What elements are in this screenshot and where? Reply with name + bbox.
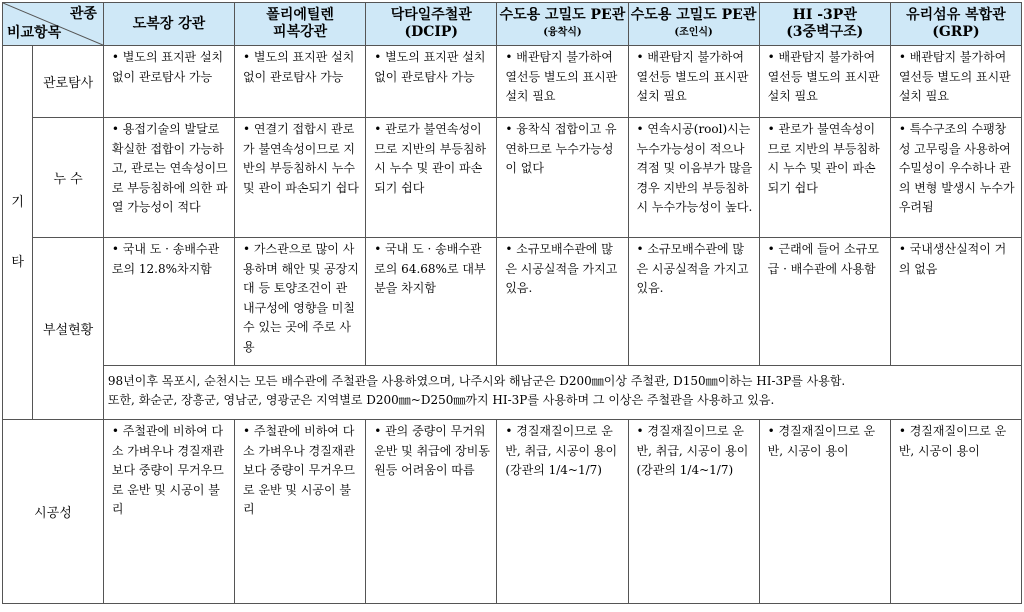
corner-label-comparison-item: 비교항목 — [7, 25, 62, 41]
table-cell: • 경질재질이므로 운반, 시공이 용이 — [890, 420, 1021, 604]
corner-label-pipe-type: 관종 — [69, 6, 97, 22]
installation-note — [103, 366, 1021, 420]
row-label-pipe-detection: 관로탐사 — [33, 46, 104, 118]
table-cell: • 경질재질이므로 운반, 시공이 용이 — [759, 420, 890, 604]
column-header-line2: 피복강관 — [273, 24, 328, 40]
column-header-line2: (융착식) — [543, 27, 582, 38]
table-cell: • 국내 도 · 송배수관로의 12.8%차지함 — [103, 238, 234, 366]
table-cell: • 배관탐지 불가하여 열선등 별도의 표시판 설치 필요 — [497, 46, 628, 118]
column-header-pe-joint — [628, 3, 759, 46]
column-header-pe-fusion — [497, 3, 628, 46]
table-row-installation-status — [3, 238, 1022, 366]
column-header-line1: 폴리에틸렌 — [266, 7, 334, 23]
group-label-etc: 기 타 — [3, 46, 33, 420]
table-cell: • 관로가 불연속성이므로 지반의 부등침하시 누수 및 관이 파손되기 쉽다 — [759, 118, 890, 238]
row-label-installation-status: 부설현황 — [33, 238, 104, 420]
table-cell: • 배관탐지 불가하여 열선등 별도의 표시판 설치 필요 — [628, 46, 759, 118]
column-header-line2: (조인식) — [674, 27, 713, 38]
table-cell: • 근래에 들어 소규모 급 · 배수관에 사용함 — [759, 238, 890, 366]
table-row-workability — [3, 420, 1022, 604]
table-cell: • 관로가 불연속성이므로 지반의 부등침하시 누수 및 관이 파손되기 쉽다 — [366, 118, 497, 238]
column-header-grp — [890, 3, 1021, 46]
column-header-pe-coated-steel — [235, 3, 366, 46]
column-header-line1: HI -3P관 — [792, 7, 857, 23]
table-cell: • 소규모배수관에 많은 시공실적을 가지고있음. — [497, 238, 628, 366]
table-cell: • 소규모배수관에 많은 시공실적을 가지고있음. — [628, 238, 759, 366]
column-header-line2: (3중벽구조) — [786, 24, 864, 40]
table-cell: • 별도의 표지판 설치없이 관로탐사 가능 — [235, 46, 366, 118]
column-header-line1: 유리섬유 복합관 — [906, 7, 1006, 23]
header-row — [3, 3, 1022, 46]
table-cell: • 경질재질이므로 운반, 취급, 시공이 용이 (강관의 1/4~1/7) — [497, 420, 628, 604]
table-cell: • 연속시공(rool)시는 누수가능성이 적으나 격점 및 이음부가 많을 경우 지반의 부등침하시 누수가능성이 높다. — [628, 118, 759, 238]
table-cell: • 융착식 접합이고 유연하므로 누수가능성이 없다 — [497, 118, 628, 238]
column-header-hi3p — [759, 3, 890, 46]
row-label-leakage: 누 수 — [33, 118, 104, 238]
table-cell: • 주철관에 비하여 다소 가벼우나 경질재관보다 중량이 무거우므로 운반 및 시공이 불리 — [235, 420, 366, 604]
pipe-comparison-table — [2, 2, 1022, 604]
column-header-line1: 수도용 고밀도 PE관 — [499, 7, 626, 23]
table-cell: • 별도의 표지판 설치없이 관로탐사 가능 — [103, 46, 234, 118]
table-row-installation-note — [3, 366, 1022, 420]
table-cell: • 특수구조의 수팽창성 고무링을 사용하여 수밀성이 우수하나 관의 변형 발생시 누수가 우려됨 — [890, 118, 1021, 238]
table-row-pipe-detection — [3, 46, 1022, 118]
table-cell: • 배관탐지 불가하여 열선등 별도의 표시판 설치 필요 — [890, 46, 1021, 118]
column-header-line2: (GRP) — [932, 24, 980, 40]
table-cell: • 관의 중량이 무거워 운반 및 취급에 장비동원등 어려움이 따름 — [366, 420, 497, 604]
column-header-coated-steel — [103, 3, 234, 46]
table-cell: • 연결기 접합시 관로가 불연속성이므로 지반의 부등침하시 누수 및 관이 파손되기 쉽다 — [235, 118, 366, 238]
installation-note-line: 또한, 화순군, 장흥군, 영남군, 영광군은 지역별로 D200㎜~D250㎜까지 HI-3P를 사용하며 그 이상은 주철관을 사용하고 있음. — [107, 393, 775, 407]
table-cell: • 가스관으로 많이 사용하며 해안 및 공장지대 등 토양조건이 관 내구성에 영향을 미칠수 있는 곳에 주로 사용 — [235, 238, 366, 366]
table-cell: • 용접기술의 발달로 확실한 접합이 가능하고, 관로는 연속성이므로 부등침하에 의한 파열 가능성이 적다 — [103, 118, 234, 238]
row-label-workability: 시공성 — [3, 420, 104, 604]
column-header-dcip — [366, 3, 497, 46]
column-header-line1: 수도용 고밀도 PE관 — [630, 7, 757, 23]
column-header-line1: 도복장 강관 — [132, 15, 206, 32]
table-cell: • 국내생산실적이 거의 없음 — [890, 238, 1021, 366]
table-cell: • 경질재질이므로 운반, 취급, 시공이 용이 (강관의 1/4~1/7) — [628, 420, 759, 604]
table-cell: • 배관탐지 불가하여 열선등 별도의 표시판 설치 필요 — [759, 46, 890, 118]
column-header-line1: 닥타일주철관 — [390, 7, 472, 23]
column-header-line2: (DCIP) — [404, 24, 459, 40]
table-cell: • 별도의 표지판 설치없이 관로탐사 가능 — [366, 46, 497, 118]
table-cell: • 주철관에 비하여 다소 가벼우나 경질재관보다 중량이 무거우므로 운반 및 시공이 불리 — [103, 420, 234, 604]
header-corner — [3, 3, 104, 46]
table-row-leakage — [3, 118, 1022, 238]
table-cell: • 국내 도 · 송배수관로의 64.68%로 대부분을 차지함 — [366, 238, 497, 366]
installation-note-line: 98년이후 목포시, 순천시는 모든 배수관에 주철관을 사용하였으며, 나주시와 해남군은 D200㎜이상 주철관, D150㎜이하는 HI-3P를 사용함. — [107, 374, 846, 388]
